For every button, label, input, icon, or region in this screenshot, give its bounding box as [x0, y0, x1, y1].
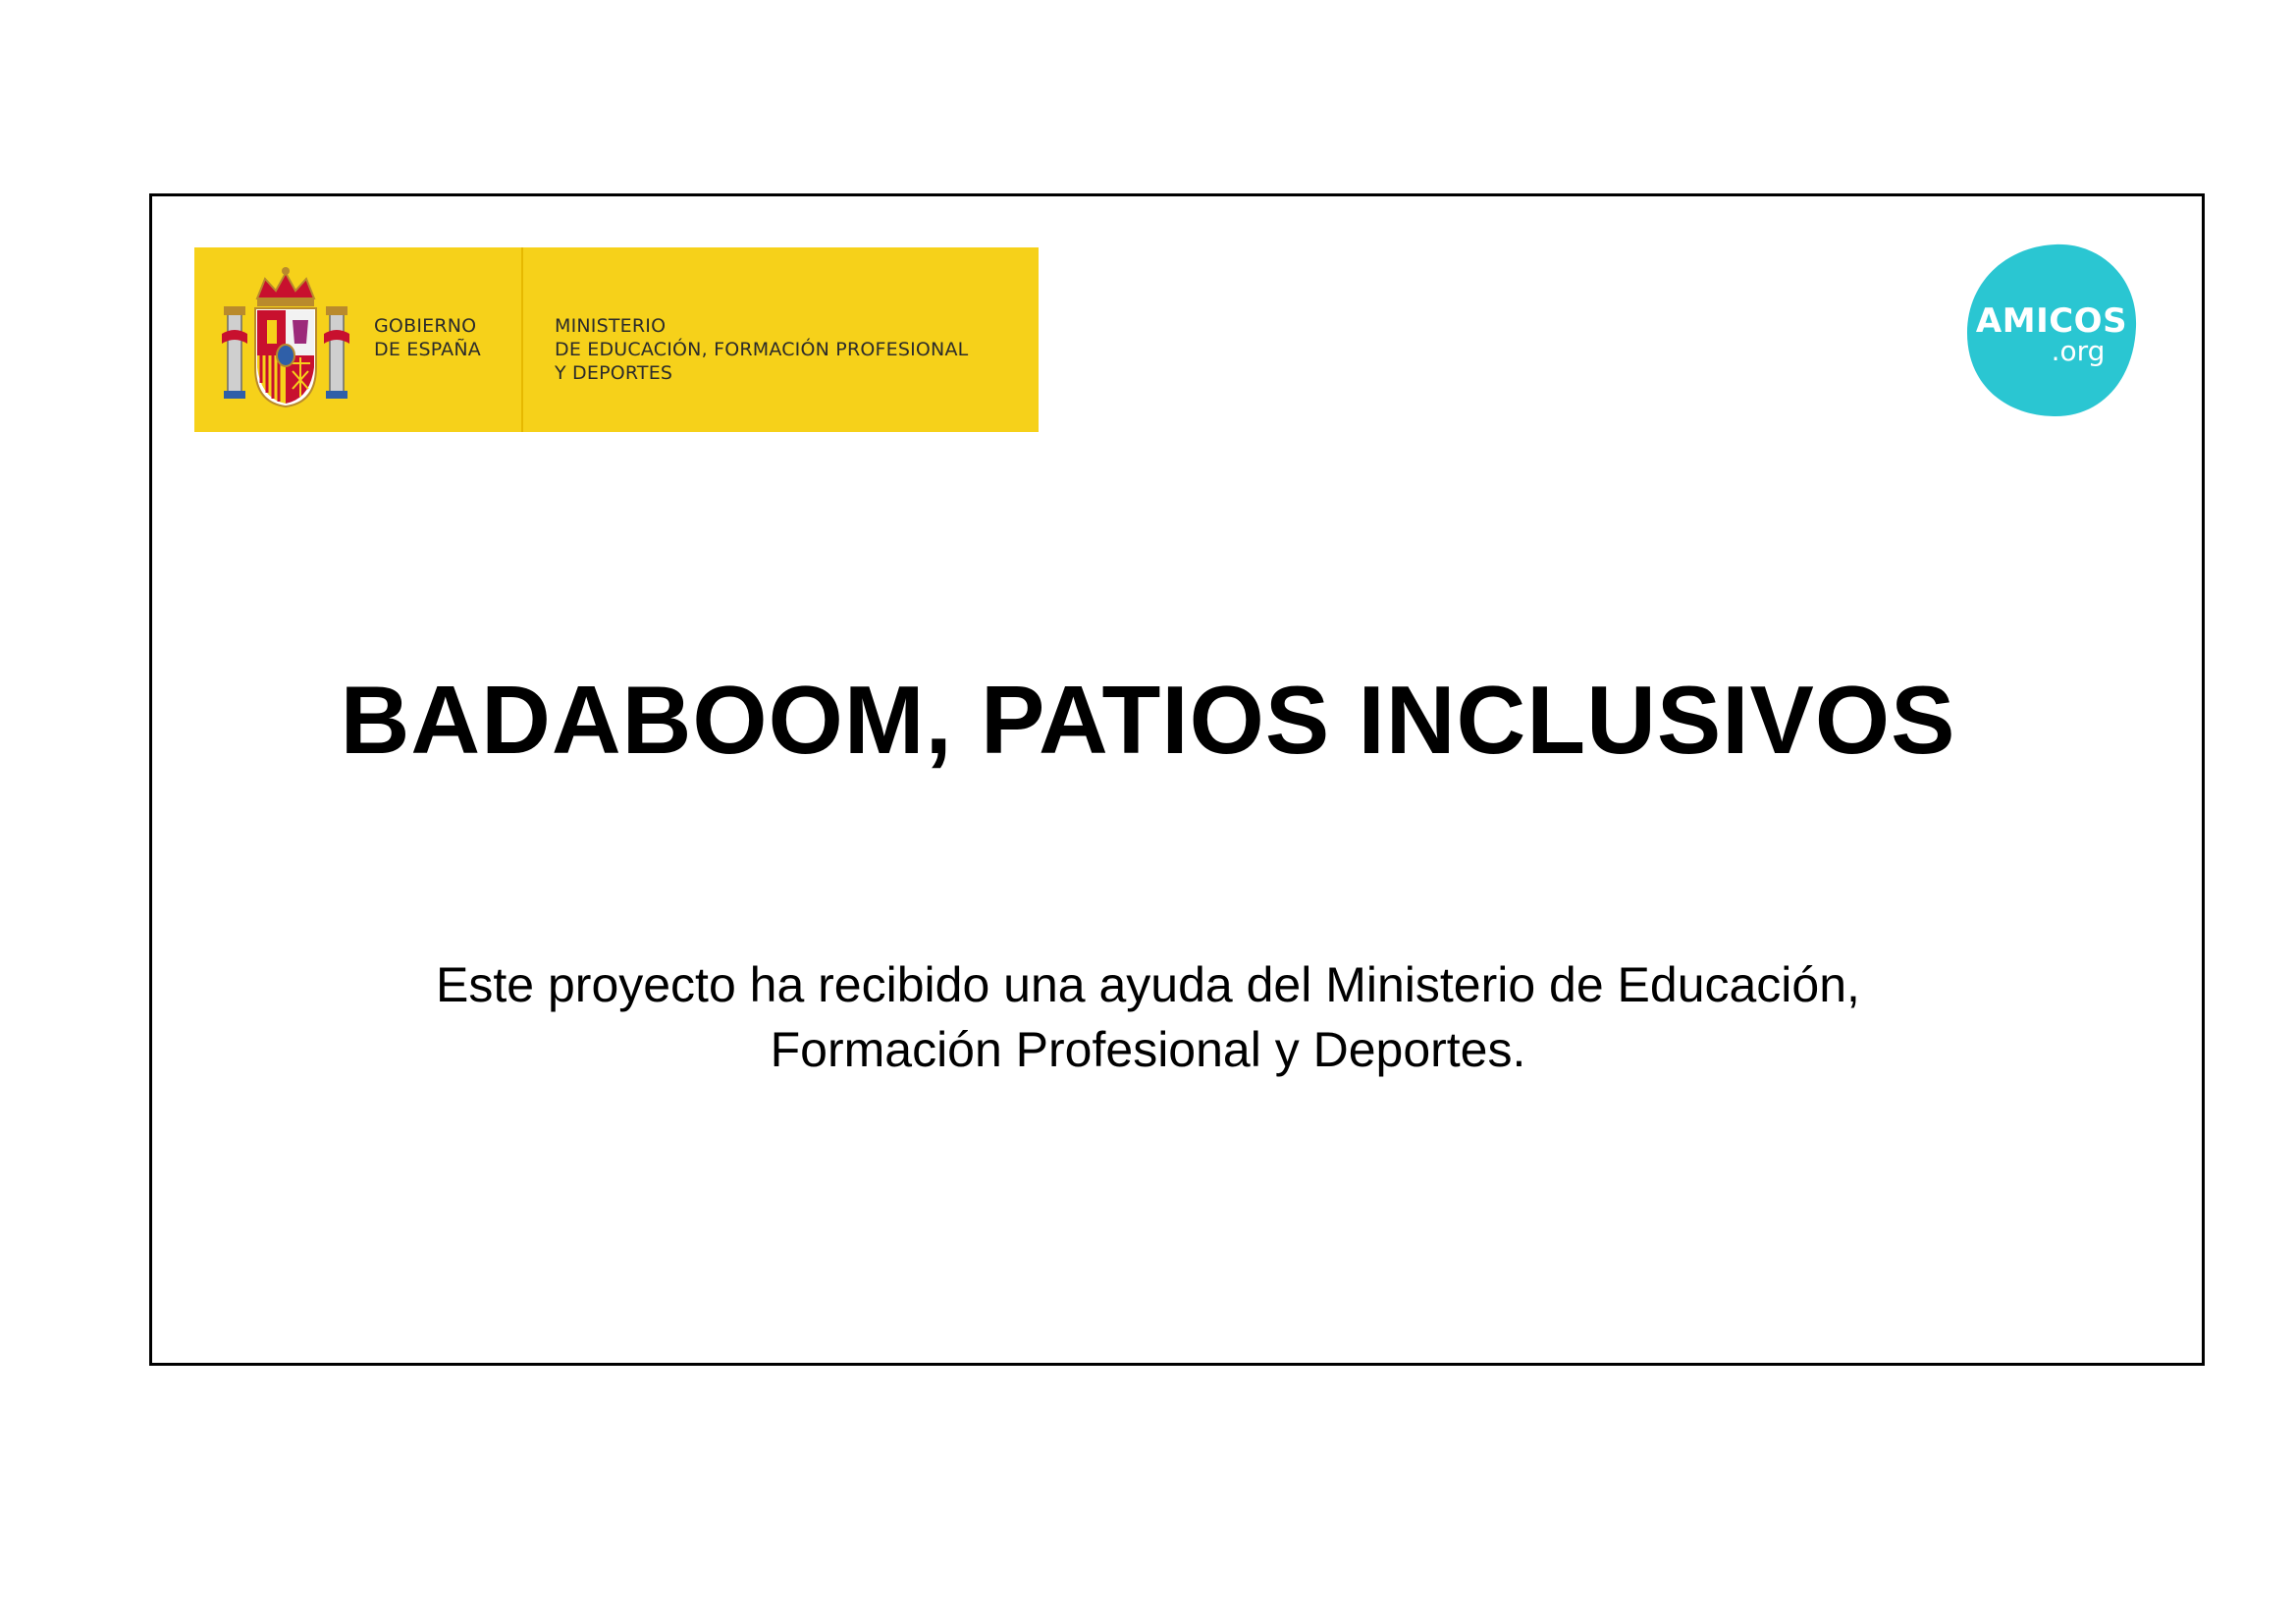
page-title: BADABOOM, PATIOS INCLUSIVOS — [340, 666, 1956, 774]
amicos-logo-text: AMICOS .org — [1975, 301, 2128, 367]
funding-notice-line: Este proyecto ha recibido una ayuda del Ministerio de Educación, — [436, 957, 1860, 1012]
logo-divider — [521, 247, 523, 432]
government-logo — [194, 247, 1039, 432]
spanish-coat-of-arms-icon — [222, 265, 349, 410]
ministry-name: MINISTERIO DE EDUCACIÓN, FORMACIÓN PROFESIONAL Y DEPORTES — [555, 315, 969, 384]
funding-notice — [0, 952, 2296, 1082]
funding-notice-line: Formación Profesional y Deportes. — [770, 1022, 1526, 1077]
government-name: GOBIERNO DE ESPAÑA — [374, 315, 481, 360]
